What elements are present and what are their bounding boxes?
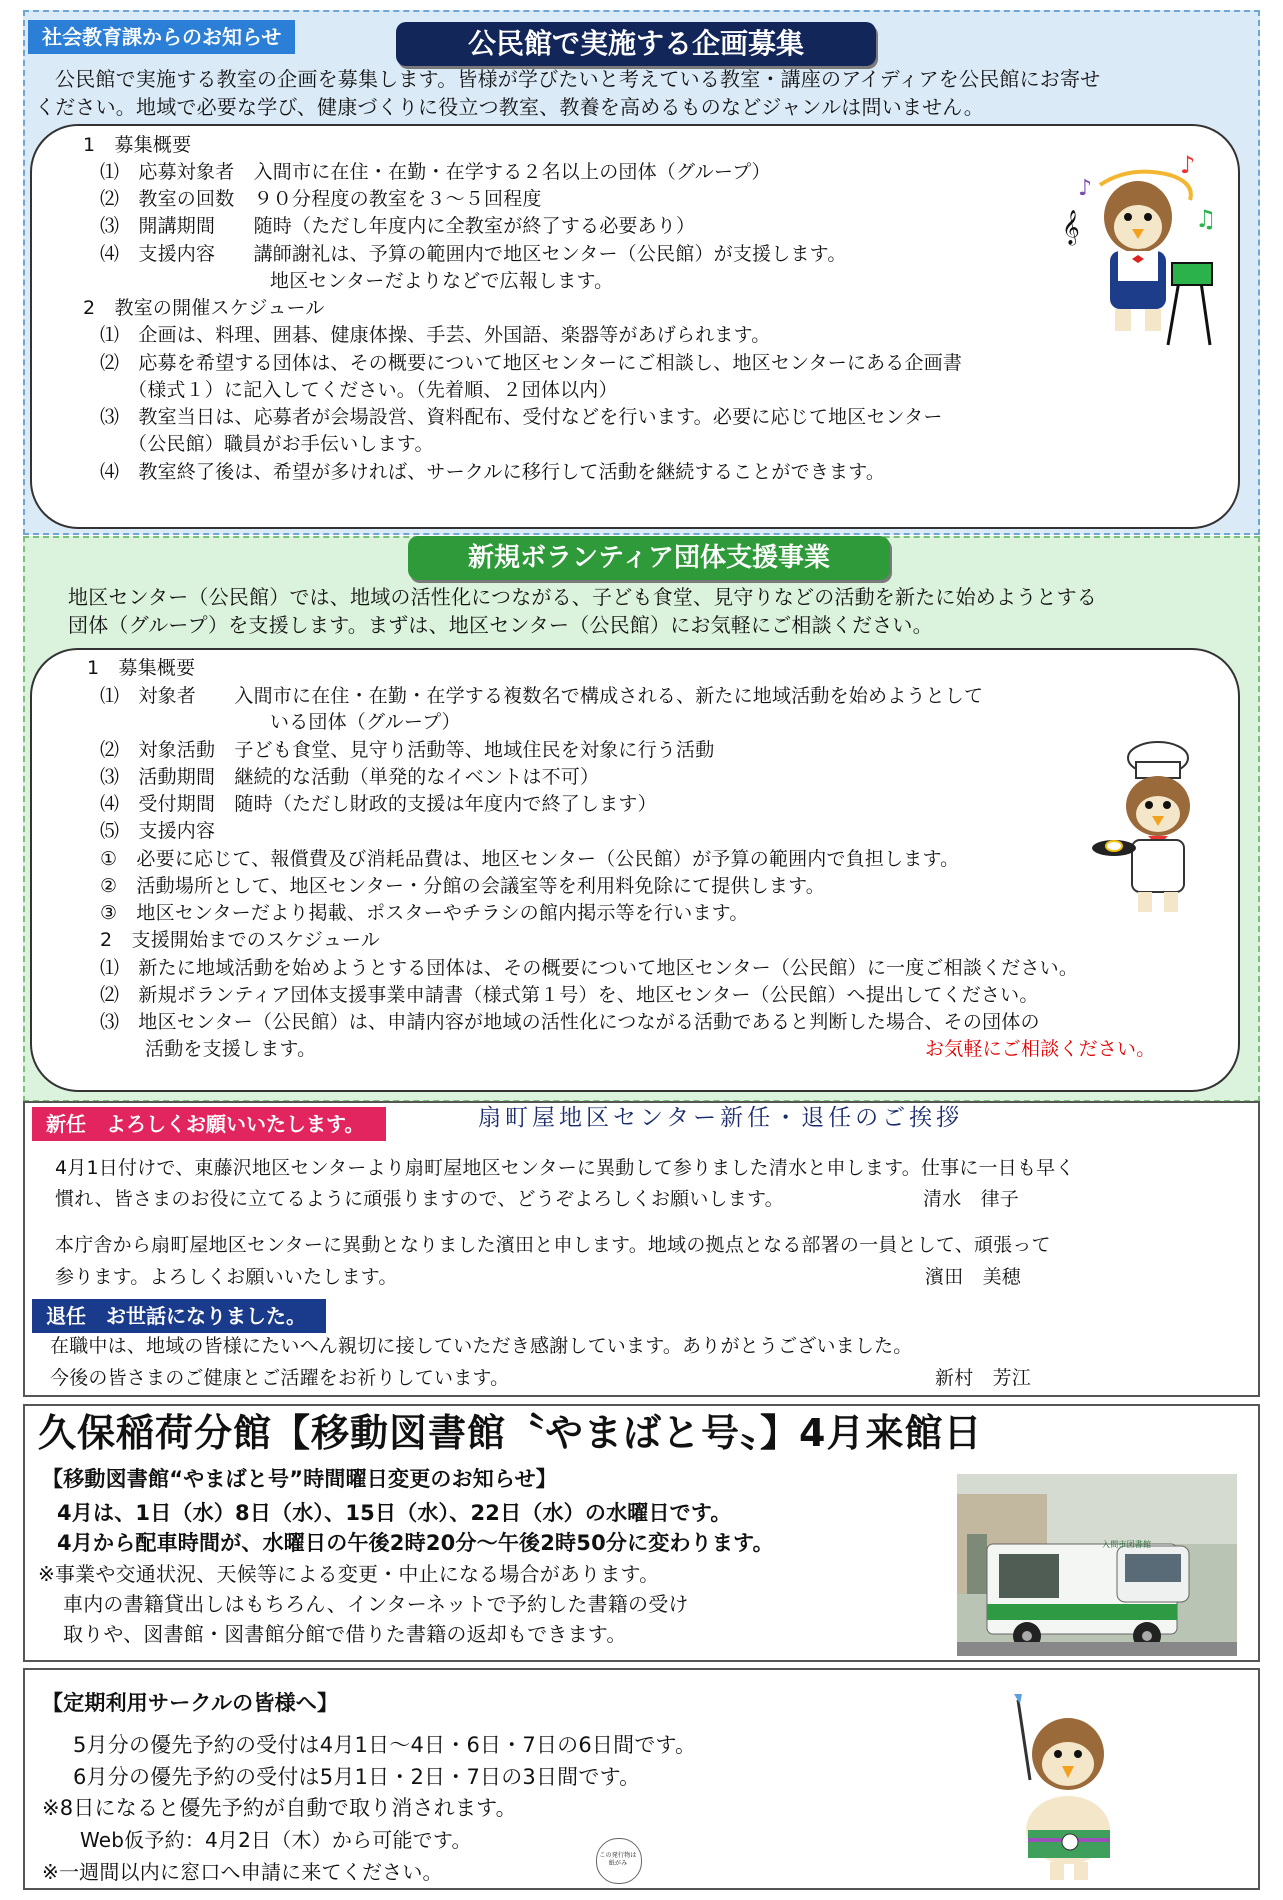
detail-line: ② 活動場所として、地区センター・分館の会議室等を利用料免除にて提供します。 bbox=[100, 875, 825, 897]
detail-line: 地区センターだよりなどで広報します。 bbox=[270, 270, 614, 292]
detail-line: ⑸ 支援内容 bbox=[100, 820, 216, 842]
farewell-paragraph: 在職中は、地域の皆様にたいへん親切に接していただき感謝しています。ありがとうございました。 bbox=[50, 1335, 913, 1357]
mobile-library-bus-photo bbox=[957, 1474, 1237, 1656]
detail-line: ⑶ 開講期間 随時（ただし年度内に全教室が終了する必要あり） bbox=[100, 215, 696, 237]
detail-line: 1 募集概要 bbox=[87, 657, 196, 679]
intro-line: 団体（グループ）を支援します。まずは、地区センター（公民館）にお気軽にご相談ください。 bbox=[68, 613, 933, 637]
staff-name: 清水 律子 bbox=[923, 1188, 1020, 1210]
staff-name: 濱田 美穂 bbox=[925, 1266, 1022, 1288]
detail-line: ⑷ 教室終了後は、希望が多ければ、サークルに移行して活動を継続することができます。 bbox=[100, 461, 886, 483]
staff-name: 新村 芳江 bbox=[935, 1367, 1032, 1389]
detail-line: ⑵ 新規ボランティア団体支援事業申請書（様式第１号）を、地区センター（公民館）へ提出してください。 bbox=[100, 984, 1039, 1006]
section-title-volunteer-support: 新規ボランティア団体支援事業 bbox=[408, 536, 890, 580]
detail-line: ⑴ 企画は、料理、囲碁、健康体操、手芸、外国語、楽器等があげられます。 bbox=[100, 324, 771, 346]
detail-line: 活動を支援します。 bbox=[145, 1038, 317, 1060]
detail-line: ⑷ 受付期間 随時（ただし財政的支援は年度内で終了します） bbox=[100, 793, 657, 815]
library-note-line: 取りや、図書館・図書館分館で借りた書籍の返却もできます。 bbox=[63, 1622, 627, 1646]
detail-line: ⑶ 教室当日は、応募者が会場設営、資料配布、受付などを行います。必要に応じて地区センター bbox=[100, 406, 943, 428]
detail-line: ⑴ 応募対象者 入間市に在住・在勤・在学する２名以上の団体（グループ） bbox=[100, 161, 771, 183]
detail-line: ⑴ 対象者 入間市に在住・在勤・在学する複数名で構成される、新たに地域活動を始めようとして bbox=[100, 685, 984, 707]
detail-line: （公民館）職員がお手伝いします。 bbox=[128, 433, 434, 455]
detail-line: 2 教室の開催スケジュール bbox=[83, 297, 325, 319]
greeting-paragraph: 参ります。よろしくお願いいたします。 bbox=[55, 1266, 398, 1288]
detail-line: ⑶ 活動期間 継続的な活動（単発的なイベントは不可） bbox=[100, 766, 600, 788]
detail-line: ⑶ 地区センター（公民館）は、申請内容が地域の活性化につながる活動であると判断した場合、その団体の bbox=[100, 1011, 1040, 1033]
circle-notice-line: ※8日になると優先予約が自動で取り消されます。 bbox=[42, 1796, 517, 1820]
tag-new-staff: 新任 よろしくお願いいたします。 bbox=[32, 1107, 386, 1141]
mascot-chef-illustration bbox=[1088, 740, 1223, 920]
intro-line: 公民館で実施する教室の企画を募集します。皆様が学びたいと考えている教室・講座のアイディアを公民館にお寄せ bbox=[55, 67, 1101, 91]
eco-paper-mark-label: この発行物は 紙がみ bbox=[599, 1852, 637, 1867]
svg-text:𝄞: 𝄞 bbox=[1062, 210, 1080, 245]
detail-line: ③ 地区センターだより掲載、ポスターやチラシの館内掲示等を行います。 bbox=[100, 902, 749, 924]
svg-text:♫: ♫ bbox=[1195, 205, 1217, 233]
circle-notice-line: 6月分の優先予約の受付は5月1日・2日・7日の3日間です。 bbox=[73, 1765, 641, 1789]
svg-text:♪: ♪ bbox=[1180, 155, 1196, 179]
farewell-paragraph: 今後の皆さまのご健康とご活躍をお祈りしています。 bbox=[50, 1367, 510, 1389]
greeting-paragraph: 慣れ、皆さまのお役に立てるように頑張りますので、どうぞよろしくお願いします。 bbox=[55, 1188, 784, 1210]
mobile-library-subtitle: 【移動図書館“やまばと号”時間曜日変更のお知らせ】 bbox=[42, 1467, 557, 1491]
circle-notice-line: Web仮予約：4月2日（木）から可能です。 bbox=[80, 1828, 472, 1852]
circle-notice-title: 【定期利用サークルの皆様へ】 bbox=[42, 1691, 339, 1715]
library-note-line: ※事業や交通状況、天候等による変更・中止になる場合があります。 bbox=[38, 1562, 660, 1586]
library-schedule-line: 4月から配車時間が、水曜日の午後2時20分～午後2時50分に変わります。 bbox=[57, 1531, 774, 1555]
library-schedule-line: 4月は、1日（水）8日（水）、15日（水）、22日（水）の水曜日です。 bbox=[57, 1501, 732, 1525]
detail-line: ⑴ 新たに地域活動を始めようとする団体は、その概要について地区センター（公民館）に一度ご相談ください。 bbox=[100, 957, 1079, 979]
section-tag-social-education: 社会教育課からのお知らせ bbox=[28, 20, 295, 54]
greeting-paragraph: 本庁舎から扇町屋地区センターに異動となりました濱田と申します。地域の拠点となる部署の一員として、頑張って bbox=[55, 1234, 1051, 1256]
detail-line: ⑵ 教室の回数 ９０分程度の教室を３～５回程度 bbox=[100, 188, 542, 210]
svg-text:♪: ♪ bbox=[1078, 176, 1093, 201]
detail-line: いる団体（グループ） bbox=[270, 711, 461, 733]
detail-line: ⑵ 対象活動 子ども食堂、見守り活動等、地域住民を対象に行う活動 bbox=[100, 739, 715, 761]
circle-notice-line: ※一週間以内に窓口へ申請に来てください。 bbox=[42, 1860, 443, 1884]
mascot-conductor-illustration bbox=[1060, 155, 1235, 355]
mascot-painter-illustration bbox=[990, 1690, 1140, 1885]
circle-notice-line: 5月分の優先予約の受付は4月1日～4日・6日・7日の6日間です。 bbox=[73, 1733, 697, 1757]
greeting-paragraph: 4月1日付けで、東藤沢地区センターより扇町屋地区センターに異動して参りました清水と申します。仕事に一日も早く bbox=[55, 1157, 1075, 1179]
tag-leaving-staff: 退任 お世話になりました。 bbox=[32, 1299, 326, 1333]
mobile-library-title: 久保稲荷分館【移動図書館〝やまばと号〟】4月来館日 bbox=[38, 1411, 983, 1455]
detail-line: 1 募集概要 bbox=[83, 134, 192, 156]
detail-line: 2 支援開始までのスケジュール bbox=[100, 929, 380, 951]
greetings-heading: 扇町屋地区センター新任・退任のご挨拶 bbox=[478, 1105, 964, 1131]
library-note-line: 車内の書籍貸出しはもちろん、インターネットで予約した書籍の受け bbox=[63, 1592, 689, 1616]
section-title-plan-recruit: 公民館で実施する企画募集 bbox=[396, 22, 876, 66]
intro-line: ください。地域で必要な学び、健康づくりに役立つ教室、教養を高めるものなどジャンルは問いません。 bbox=[35, 95, 984, 119]
intro-line: 地区センター（公民館）では、地域の活性化につながる、子ども食堂、見守りなどの活動を新たに始めようとする bbox=[68, 585, 1097, 609]
detail-line: ⑵ 応募を希望する団体は、その概要について地区センターにご相談し、地区センターにある企画書 bbox=[100, 352, 963, 374]
detail-line: ① 必要に応じて、報償費及び消耗品費は、地区センター（公民館）が予算の範囲内で負担します。 bbox=[100, 848, 960, 870]
detail-line: （様式１）に記入してください。（先着順、２団体以内） bbox=[128, 379, 618, 401]
bus-label: 入間市図書館 bbox=[1102, 1540, 1152, 1549]
detail-line: ⑷ 支援内容 講師謝礼は、予算の範囲内で地区センター（公民館）が支援します。 bbox=[100, 243, 847, 265]
consult-note: お気軽にご相談ください。 bbox=[925, 1038, 1156, 1060]
